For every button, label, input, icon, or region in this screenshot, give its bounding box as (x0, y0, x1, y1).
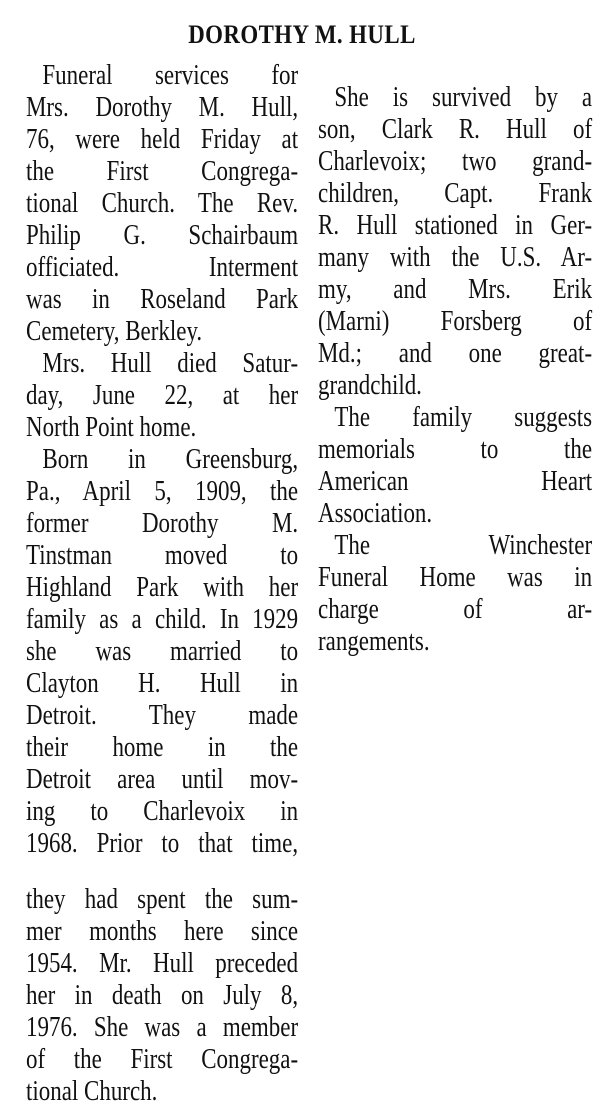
text-line: charge of ar- (318, 594, 593, 625)
text-line: Tinstman moved to (26, 540, 299, 571)
text-line: 1968. Prior to that time, (26, 828, 299, 859)
text-line: they had spent the sum- (26, 884, 299, 915)
text-line: former Dorothy M. (26, 508, 299, 539)
text-line: American Heart (318, 466, 593, 497)
text-line: day, June 22, at her (26, 380, 299, 411)
text-line: Born in Greensburg, (42, 444, 299, 475)
text-line: The family suggests (334, 402, 593, 433)
text-line: Cemetery, Berkley. (26, 316, 203, 347)
text-line: my, and Mrs. Erik (318, 274, 593, 305)
text-line: Pa., April 5, 1909, the (26, 476, 299, 507)
text-line: their home in the (26, 732, 299, 763)
text-line: officiated. Interment (26, 252, 299, 283)
right-column (318, 82, 592, 658)
text-line: (Marni) Forsberg of (318, 306, 593, 337)
text-line: was in Roseland Park (26, 284, 299, 315)
text-line: Funeral services for (42, 60, 299, 91)
text-line: the First Congrega- (26, 156, 299, 187)
text-line: tional Church. The Rev. (26, 188, 299, 219)
text-line: Detroit. They made (26, 700, 299, 731)
text-line: Charlevoix; two grand- (318, 146, 593, 177)
text-line: grandchild. (318, 370, 422, 401)
text-line: many with the U.S. Ar- (318, 242, 593, 273)
text-line: North Point home. (26, 412, 197, 443)
text-line: Highland Park with her (26, 572, 299, 603)
text-line: Funeral Home was in (318, 562, 593, 593)
text-line: Mrs. Dorothy M. Hull, (26, 92, 299, 123)
text-line: tional Church. (26, 1076, 158, 1107)
obituary-headline: DOROTHY M. HULL (188, 20, 416, 49)
paragraph-biography (26, 444, 298, 1108)
text-line: Md.; and one great- (318, 338, 593, 369)
text-line: She is survived by a (334, 82, 593, 113)
text-line: her in death on July 8, (26, 980, 299, 1011)
text-line: rangements. (318, 626, 430, 657)
text-line: Association. (318, 498, 433, 529)
paragraph-death (26, 348, 298, 444)
text-line: R. Hull stationed in Ger- (318, 210, 593, 241)
text-line: Clayton H. Hull in (26, 668, 299, 699)
text-line: memorials to the (318, 434, 593, 465)
column-break-gap (26, 860, 298, 884)
text-line: The Winchester (334, 530, 593, 561)
text-line: of the First Congrega- (26, 1044, 299, 1075)
text-line: ing to Charlevoix in (26, 796, 299, 827)
paragraph-services (26, 60, 298, 348)
text-line: family as a child. In 1929 (26, 604, 299, 635)
paragraph-arrangements (318, 530, 592, 658)
text-line: son, Clark R. Hull of (318, 114, 593, 145)
text-line: mer months here since (26, 916, 299, 947)
left-column (26, 60, 298, 1108)
text-line: she was married to (26, 636, 299, 667)
text-line: Detroit area until mov- (26, 764, 299, 795)
text-line: 76, were held Friday at (26, 124, 299, 155)
paragraph-memorials (318, 402, 592, 530)
paragraph-survivors (318, 82, 592, 402)
text-line: Mrs. Hull died Satur- (42, 348, 299, 379)
text-line: 1976. She was a member (26, 1012, 299, 1043)
text-line: Philip G. Schairbaum (26, 220, 299, 251)
text-line: children, Capt. Frank (318, 178, 593, 209)
text-line: 1954. Mr. Hull preceded (26, 948, 299, 979)
